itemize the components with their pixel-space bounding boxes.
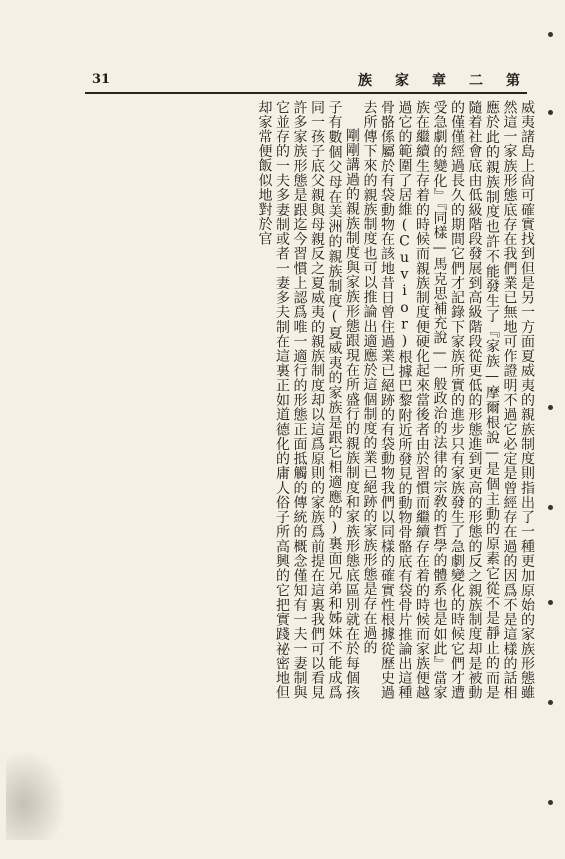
paragraph: 剛剛講過的親族制度與家族形態跟現在所盛行的親族制度和家族形態底區別就在於每個孩子有數個父母在美洲的親族制度(夏威夷的家族是跟它相適應的)裏面兄弟和姊妹不能成爲同一孩子底父親與母親反之夏威夷的親族制度却以這爲原則的家族爲前提在這裏我們可以看見許多家族形態是跟迄今習慣上認爲唯一適行的形態正面抵觸的傳統的概念僅知有一夫一妻制與它並存的一夫多妻制或者一妻多夫制在這裏正如道德化的庸人俗子所高興的它把實踐祕密地但却家常便飯似地對於官: [256, 100, 360, 700]
paper-speck: [548, 405, 553, 410]
body-text: [87, 100, 535, 700]
running-head-char: 第: [506, 73, 521, 89]
header-rule: [85, 92, 527, 94]
running-head-char: 家: [395, 73, 410, 89]
page-number: 31: [92, 72, 111, 87]
paper-speck: [548, 505, 553, 510]
paper-speck: [548, 700, 553, 705]
paper-speck: [548, 32, 553, 37]
running-head-char: 族: [358, 73, 373, 89]
paper-speck: [548, 110, 553, 115]
paper-speck: [548, 600, 553, 605]
running-head-char: 章: [432, 73, 447, 89]
scan-mark: [6, 750, 66, 840]
running-head: [358, 70, 521, 90]
paper-speck: [548, 800, 553, 805]
paragraph-continued: 威夷諸島上尙可確實找到但是另一方面夏威夷的親族制度則指出了一種更加原始的家族形態雖然這一家族形態底存在我們業已無地可作證明不過它必定是曾經存在過的因爲不是這樣的話相應於此的親族制度也許不能發生了『家族—摩爾根說—是個主動的原素它從不是靜止的而是隨着社會底由低級階段發展到高級階段從更低的形態進到更高的形態的反之親族制度却是被動的僅僅經過長久的期間它們才記錄下家族所實的進步只有家族發生了急劇變化的時候它們才遭受急劇的變化』『同樣—馬克思補充說—一般政治的法律的宗敎的哲學的體系也是如此』當家族在繼續生存着的時候而親族制度便硬化起來當後者由於習慣而繼續存在着的時候而家族便越過它的範圍了居維(Cuvior)根據巴黎附近所發見的動物骨骼底有袋骨片推論出這種骨骼係屬於有袋動物在該地昔日曾住過業已絕跡的有袋動物我們以同樣的確實性根據從歷史過去所傳下來的親族制度也可以推論出適應於這個制度的業已絕跡的家族形態是存在過的: [361, 100, 535, 700]
running-head-char: 二: [469, 73, 484, 89]
